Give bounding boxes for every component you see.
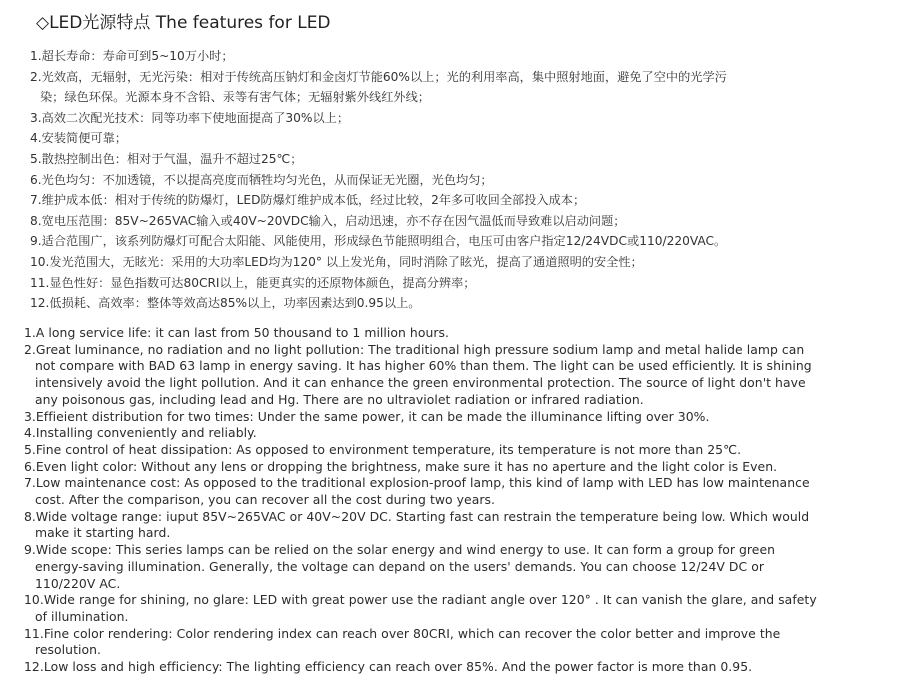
page-title: ◇LED光源特点 The features for LED xyxy=(36,13,331,33)
cn-feature-item xyxy=(30,231,880,252)
en-feature-item: 2.Great luminance, no radiation and no light pollution: The traditional high pressure sodium lamp and metal halide lamp can not compare with BAD 63 lamp in energy saving. It has higher 60% than them. The light can be used efficiently. It is shining intensively avoid the light pollution. And it can enhance the green environmental protection. The source of light don't have any poisonous gas, including lead and Hg. There are no ultraviolet radiation or infrared radiation. xyxy=(24,341,812,407)
en-feature-item: 10.Wide range for shining, no glare: LED with great power use the radiant angle over 120° . It can vanish the glare, and safety of illumination. xyxy=(24,592,817,624)
en-feature-item: 7.Low maintenance cost: As opposed to the traditional explosion-proof lamp, this kind of lamp with LED has low maintenance cost. After the comparison, you can recover all the cost during two years. xyxy=(24,475,810,508)
cn-feature-item xyxy=(30,128,880,149)
en-feature-item: 3.Effieient distribution for two times: Under the same power, it can be made the illuminance lifting over 30%. xyxy=(24,408,710,424)
cn-feature-item xyxy=(30,211,880,232)
cn-feature-item xyxy=(30,293,880,314)
cn-feature-text: 7.维护成本低：相对于传统的防爆灯，LED防爆灯维护成本低，经过比较，2年多可收回全部投入成本； xyxy=(30,193,586,208)
cn-feature-text: 11.显色性好：显色指数可达80CRI以上，能更真实的还原物体颜色，提高分辨率； xyxy=(30,275,476,290)
cn-feature-item xyxy=(30,108,880,129)
en-feature-item: 4.Installing conveniently and reliably. xyxy=(24,425,257,441)
en-feature-item: 6.Even light color: Without any lens or dropping the brightness, make sure it has no aperture and the light color is Even. xyxy=(24,458,778,474)
cn-feature-item xyxy=(30,46,880,67)
english-feature-list xyxy=(24,325,824,676)
cn-feature-text: 12.低损耗、高效率：整体等效高达85%以上，功率因素达到0.95以上。 xyxy=(30,296,421,311)
cn-feature-text: 8.宽电压范围：85V~265VAC输入或40V~20VDC输入，启动迅速，亦不存在因气温低而导致难以启动问题； xyxy=(30,213,626,228)
cn-feature-text: 9.适合范围广，该系列防爆灯可配合太阳能、风能使用，形成绿色节能照明组合，电压可由客户指定12/24VDC或110/220VAC。 xyxy=(30,234,727,249)
chinese-feature-list xyxy=(30,46,880,314)
cn-feature-item xyxy=(30,67,880,108)
cn-feature-item xyxy=(30,149,880,170)
en-feature-item: 8.Wide voltage range: iuput 85V~265VAC or 40V~20V DC. Starting fast can restrain the temperature being low. Which would make it starting hard. xyxy=(24,508,810,541)
en-feature-item: 5.Fine control of heat dissipation: As opposed to environment temperature, its temperature is not more than 25℃. xyxy=(24,441,742,457)
cn-feature-item xyxy=(30,252,880,273)
cn-feature-text: 10.发光范围大，无眩光：采用的大功率LED均为120° 以上发光角，同时消除了眩光，提高了通道照明的安全性； xyxy=(30,254,643,269)
cn-feature-text: 2.光效高，无辐射，无光污染：相对于传统高压钠灯和金卤灯节能60%以上；光的利用率高，集中照射地面，避免了空中的光学污 xyxy=(30,69,727,84)
cn-feature-text: 6.光色均匀：不加透镜，不以提高亮度而牺牲均匀光色，从而保证无光圈，光色均匀； xyxy=(30,172,493,187)
cn-feature-continuation: 染；绿色环保。光源本身不含铅、汞等有害气体；无辐射紫外线红外线； xyxy=(40,90,430,105)
cn-feature-item xyxy=(30,273,880,294)
en-feature-item: 11.Fine color rendering: Color rendering index can reach over 80CRI, which can recover the color better and improve the resolution. xyxy=(24,625,781,658)
cn-feature-text: 3.高效二次配光技术：同等功率下使地面提高了30%以上； xyxy=(30,110,350,125)
cn-feature-item xyxy=(30,190,880,211)
en-feature-item: 9.Wide scope: This series lamps can be relied on the solar energy and wind energy to use. It can form a group for green energy-saving illumination. Generally, the voltage can depand on the users' demands. You can choose 12/24V DC or 110/220V AC. xyxy=(24,542,776,591)
cn-feature-text: 4.安装简便可靠； xyxy=(30,131,127,146)
cn-feature-text: 5.散热控制出色：相对于气温，温升不超过25℃； xyxy=(30,151,303,166)
en-feature-item: 1.A long service life: it can last from 50 thousand to 1 million hours. xyxy=(24,325,450,340)
cn-feature-item xyxy=(30,170,880,191)
en-feature-item: 12.Low loss and high efficiency: The lighting efficiency can reach over 85%. And the power factor is more than 0.95. xyxy=(24,659,753,675)
cn-feature-text: 1.超长寿命：寿命可到5~10万小时； xyxy=(30,49,234,63)
